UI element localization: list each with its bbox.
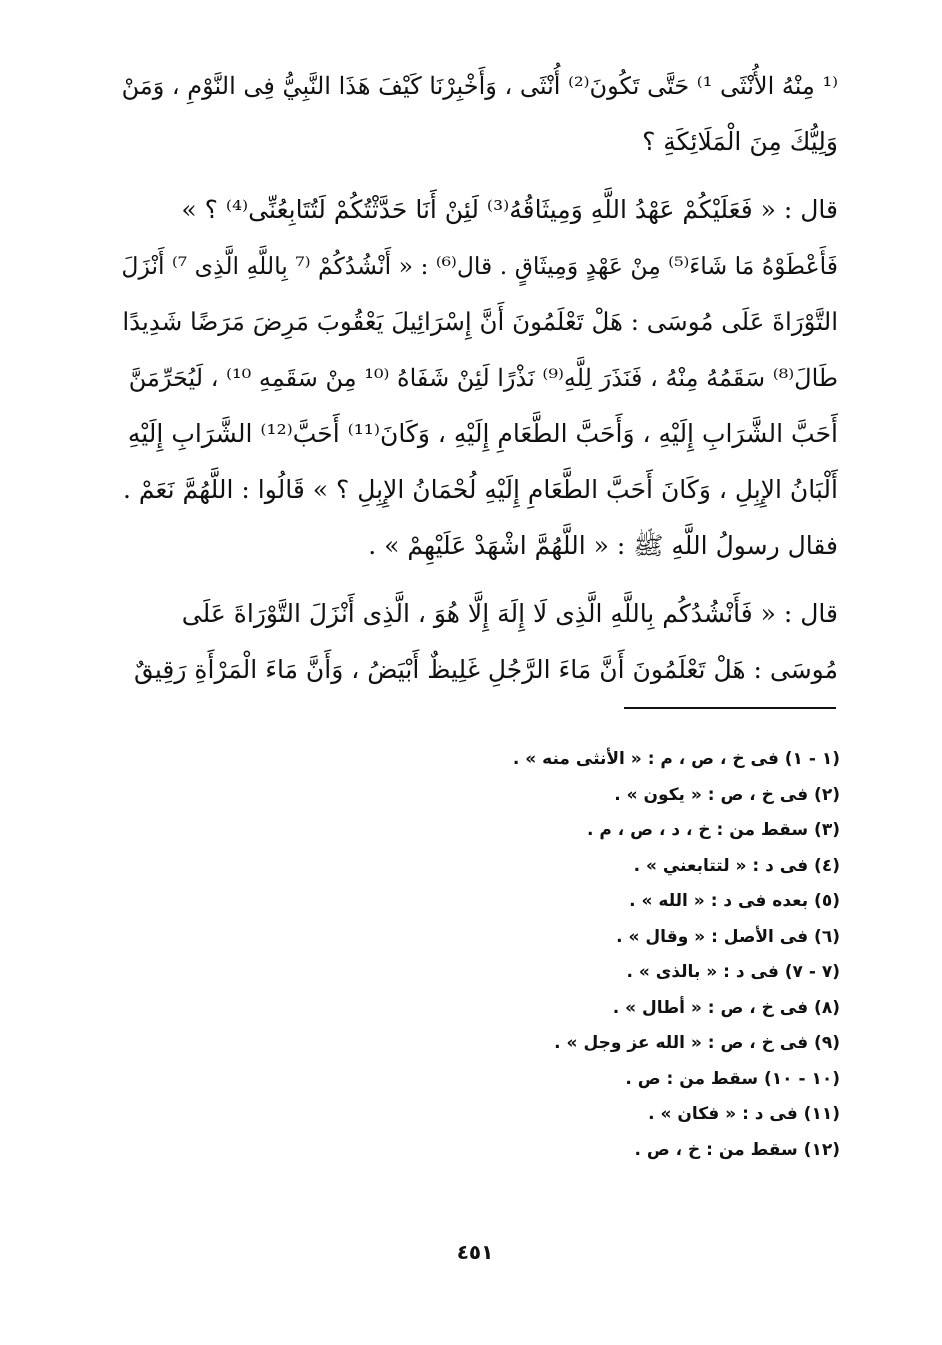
footnote: (١١) فى د : « فكان » . [648,1104,840,1124]
footnote: (١٠ - ١٠) سقط من : ص . [625,1068,840,1089]
footnote: (٣) سقط من : خ ، د ، ص ، م . [587,820,840,840]
text-line: قال : « فَأَنْشُدُكُم بِاللَّهِ الَّذِى لَا إِلَهَ إِلَّا هُوَ ، الَّذِى أَنْزَلَ التَّوْرَاةَ عَلَى [181,599,838,628]
page-number: ٤٥١ [456,1240,494,1264]
footnote: (٥) بعده فى د : « الله » . [629,891,840,911]
text-line: أَلْبَانُ الإِبِلِ ، وَكَانَ أَحَبَّ الطَّعَامِ إِلَيْهِ لُحْمَانُ الإِبِلِ ؟ » قَالُوا : اللَّهُمَّ نَعَمْ . [122,475,838,504]
footnote: (٢) فى خ ، ص : « يكون » . [614,784,840,805]
text-line: فقال رسولُ اللَّهِ ﷺ : « اللَّهُمَّ اشْهَدْ عَلَيْهِمْ » . [368,531,838,560]
paragraph [120,182,838,574]
footnote: (١ - ١) فى خ ، ص ، م : « الأنثى منه » . [512,749,840,769]
footnote: (٩) فى خ ، ص : « الله عز وجل » . [554,1033,840,1053]
text-line: مُوسَى : هَلْ تَعْلَمُونَ أَنَّ مَاءَ الرَّجُلِ غَلِيظٌ أَبْيَضُ ، وَأَنَّ مَاءَ الْمَرْأَةِ رَقِيقٌ [134,655,838,684]
footnote: (٦) فى الأصل : « وقال » . [616,926,840,947]
footnotes [380,742,840,1168]
main-text [120,58,838,698]
text-line: التَّوْرَاةَ عَلَى مُوسَى : هَلْ تَعْلَمُونَ أَنَّ إِسْرَائِيلَ يَعْقُوبَ مَرِضَ مَرَضًا شَدِيدًا [122,307,838,336]
footnote: (٨) فى خ ، ص : « أطال » . [612,997,840,1018]
text-line: طَالَ⁽⁸⁾ سَقَمُهُ مِنْهُ ، فَنَذَرَ لِلَّهِ⁽⁹⁾ نَذْرًا لَئِنْ شَفَاهُ ⁽¹⁰ مِنْ سَقَمِهِ ¹⁰⁾ ، لَيُحَرِّمَنَّ [128,364,838,392]
text-line: أَحَبَّ الشَّرَابِ إِلَيْهِ ، وَأَحَبَّ الطَّعَامِ إِلَيْهِ ، وَكَانَ⁽¹¹⁾ أَحَبَّ⁽¹²⁾ الشَّرَابِ إِلَيْهِ [127,419,838,448]
footnote: (٧ - ٧) فى د : « بالذى » . [626,962,840,982]
text-line: وَلِيُّكَ مِنَ الْمَلَائِكَةِ ؟ [642,127,838,156]
footnote: (٤) فى د : « لتتابعني » . [633,855,840,876]
footnote-divider [624,707,836,709]
text-line: قال : « فَعَلَيْكُمْ عَهْدُ اللَّهِ وَمِيثَاقُهُ⁽³⁾ لَئِنْ أَنَا حَدَّثْتُكُمْ لَتُتَابِعُنِّى⁽⁴⁾ ؟ » [181,195,838,224]
text-line: ⁽¹ مِنْهُ الأُنْثَى ¹⁾ حَتَّى تَكُونَ⁽²⁾ أُنْثَى ، وَأَخْبِرْنَا كَيْفَ هَذَا النَّبِيُّ فِى النَّوْمِ ، وَمَنْ [121,72,838,100]
footnote: (١٢) سقط من : خ ، ص . [634,1139,840,1160]
text-line: فَأَعْطَوْهُ مَا شَاءَ⁽⁵⁾ مِنْ عَهْدٍ وَمِيثَاقٍ . قال⁽⁶⁾ : « أَنْشُدُكُمْ ⁽⁷ بِاللَّهِ الَّذِى ⁷⁾ أَنْزَلَ [121,252,838,280]
paragraph [120,586,838,698]
paragraph [120,58,838,170]
